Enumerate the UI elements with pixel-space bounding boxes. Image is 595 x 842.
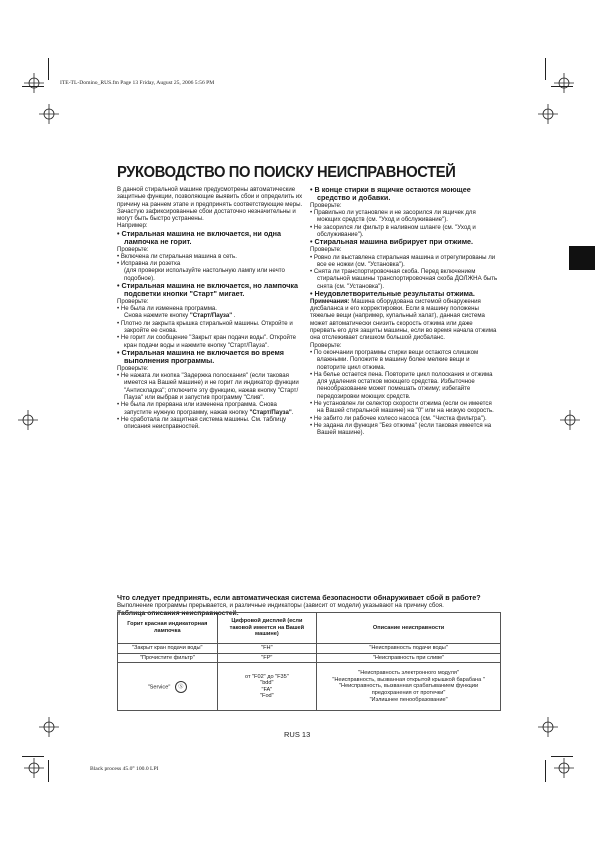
table-cell-text: "Service" xyxy=(147,684,171,691)
list-item: • Ровно ли выставлена стиральная машина и отрегулированы ли все ее ножки (см. "Установка"). xyxy=(310,253,496,268)
column-header: Горит красная индикаторная лампочка xyxy=(118,613,218,644)
list-item: • По окончании программы стирки вещи остаются слишком влажными. Положите в машину более мелкие вещи и повторите цикл отжима. xyxy=(310,348,479,371)
crop-mark xyxy=(48,58,49,80)
section-heading: • В конце стирки в ящичке остаются моющее средство и добавки. xyxy=(310,185,471,202)
column-header: Цифровой дисплей (если таковой имеется на Вашей машине) xyxy=(217,613,317,644)
list-item-note: Снова нажмите кнопку "Старт/Пауза" . xyxy=(124,312,236,320)
right-column xyxy=(310,186,498,437)
table-cell: "Неисправность при сливе" xyxy=(317,653,501,663)
table-row xyxy=(118,644,501,654)
list-item: • Не была ли изменена программа. xyxy=(117,305,217,313)
print-footer-slug: Black process 45.0° 100.0 LPI xyxy=(90,766,159,772)
list-item: • Не нажата ли кнопка "Задержка полоскания" (если таковая имеется на Вашей машине) и не горит ли индикатор функции "Антискладка"; отключите эту функцию, нажав кнопку "Старт/Пауза" или выбрав и запустив программу "Слив". xyxy=(117,372,299,401)
list-item: • Правильно ли установлен и не засорился ли ящичек для моющих средств (см. "Уход и обслуживание"). xyxy=(310,209,476,224)
table-title: Таблица описания неисправностей. xyxy=(117,609,239,617)
print-header-slug: ITE-TL-Domino_RUS.fm Page 13 Friday, August 25, 2006 5:56 PM xyxy=(60,80,215,86)
check-label: Проверьте: xyxy=(310,201,342,209)
left-column xyxy=(117,186,303,430)
table-cell: от "F02" до "F35" "bdd" "FA" "Fod" xyxy=(217,663,317,711)
check-label: Проверьте: xyxy=(117,297,149,305)
list-item: • Снята ли транспортировочная скоба. Перед включением стиральной машины транспортировочная скоба ДОЛЖНА быть снята (см. "Установка"). xyxy=(310,268,498,290)
table-row xyxy=(118,663,501,711)
table-header-row xyxy=(118,613,501,644)
fault-table xyxy=(117,609,501,711)
list-item: • Не горит ли сообщение "Закрыт кран подачи воды". Откройте кран подачи воды и нажмите кнопку "Старт/Пауза". xyxy=(117,334,296,349)
list-item-note: (для проверки используйте настольную лампу или нечто подобное). xyxy=(124,267,285,282)
check-label: Проверьте: xyxy=(310,341,342,349)
section-heading: • Стиральная машина не включается, ни одна лампочка не горит. xyxy=(117,228,282,246)
section-tab-marker xyxy=(569,246,595,270)
column-header: Описание неисправности xyxy=(317,613,501,644)
table-cell: "FP" xyxy=(217,653,317,663)
crop-mark xyxy=(545,760,546,782)
note-text: Примечания: Машина оборудована системой обнаружения дисбаланса и его корректировки. Если в машину положены тяжелые вещи (например, купальный халат), данная система может автоматически снизить скорость отжима или даже прервать его для защиты машины, если во время начала отжима она отслеживает слишком большой дисбаланс. xyxy=(310,297,497,342)
crop-mark xyxy=(551,86,573,87)
page-title: РУКОВОДСТВО ПО ПОИСКУ НЕИСПРАВНОСТЕЙ xyxy=(117,164,456,181)
list-item: • Включена ли стиральная машина в сеть. xyxy=(117,252,237,260)
table-cell: "Неисправность подачи воды" xyxy=(317,644,501,654)
crop-mark xyxy=(545,58,546,80)
section-heading: • Неудовлетворительные результаты отжима. xyxy=(310,288,475,298)
service-icon: Ⓢ xyxy=(175,681,187,693)
crop-mark xyxy=(551,756,573,757)
check-label: Проверьте: xyxy=(117,245,149,253)
section-heading: • Стиральная машина вибрирует при отжиме. xyxy=(310,237,474,247)
list-item: • На белье остается пена. Повторите цикл полоскания и отжима для удаления остатков моющего средства. Избыточное пенообразование может помешать отжиму; избегайте передозировки моющих средств. xyxy=(310,370,493,400)
list-item: • Не забито ли рабочее колесо насоса (см. "Чистка фильтра"). xyxy=(310,414,487,422)
section-heading: • Стиральная машина не включается, но лампочка подсветки кнопки "Старт" мигает. xyxy=(117,281,298,298)
section-heading: • Стиральная машина не включается во время выполнения программы. xyxy=(117,347,284,365)
list-item: • Не установлен ли селектор скорости отжима (если он имеется на Вашей стиральной машине) на "0" или на низкую скорость. xyxy=(310,400,494,415)
list-item: • Плотно ли закрыта крышка стиральной машины. Откройте и закройте ее снова. xyxy=(117,319,293,335)
crop-mark xyxy=(22,756,44,757)
list-item: • Не задана ли функция "Без отжима" (если таковая имеется на Вашей машине). xyxy=(310,421,492,437)
intro-text: Зачастую зафиксированные сбои достаточно незначительны и могут быть быстро устранены. xyxy=(117,207,296,223)
table-cell: "FH" xyxy=(217,644,317,654)
intro-text: Например: xyxy=(117,222,148,230)
intro-text: В данной стиральной машине предусмотрены автоматические защитные функции, позволяющие выявить сбои и определить их причину на раннем этапе и предпринять соответствующие меры. xyxy=(117,186,303,208)
check-label: Проверьте: xyxy=(310,246,342,254)
crop-mark xyxy=(48,760,49,782)
table-cell: "Закрыт кран подачи воды" xyxy=(118,644,218,654)
table-cell: "Прочистите фильтр" xyxy=(118,653,218,663)
table-cell: "Неисправность электронного модуля" "Неисправность, вызванная открытой крышкой барабана " "Неисправность, вызванная срабатыванием функции предохранения от протечки" "Излишнее пенообразование" xyxy=(317,663,501,711)
check-label: Проверьте: xyxy=(117,364,149,372)
crop-mark xyxy=(22,86,44,87)
table-cell xyxy=(118,663,218,711)
section-question: Что следует предпринять, если автоматическая система безопасности обнаруживает сбой в работе? xyxy=(117,593,481,602)
list-item: • Не сработала ли защитная система машины. См. таблицу описания неисправностей. xyxy=(117,415,287,431)
list-item: • Исправна ли розетка xyxy=(117,260,181,268)
list-item: • Не была ли прервана или изменена программа. Снова запустите нужную программу, нажав кнопку "Старт/Пауза". xyxy=(117,401,294,416)
list-item: • Не засорился ли фильтр в наливном шланге (см. "Уход и обслуживание"). xyxy=(310,223,476,238)
page-number: RUS 13 xyxy=(284,730,311,739)
section-answer: Выполнение программы прерывается, и различные индикаторы (зависит от модели) указывают на причину сбоя. xyxy=(117,602,444,609)
table-row xyxy=(118,653,501,663)
